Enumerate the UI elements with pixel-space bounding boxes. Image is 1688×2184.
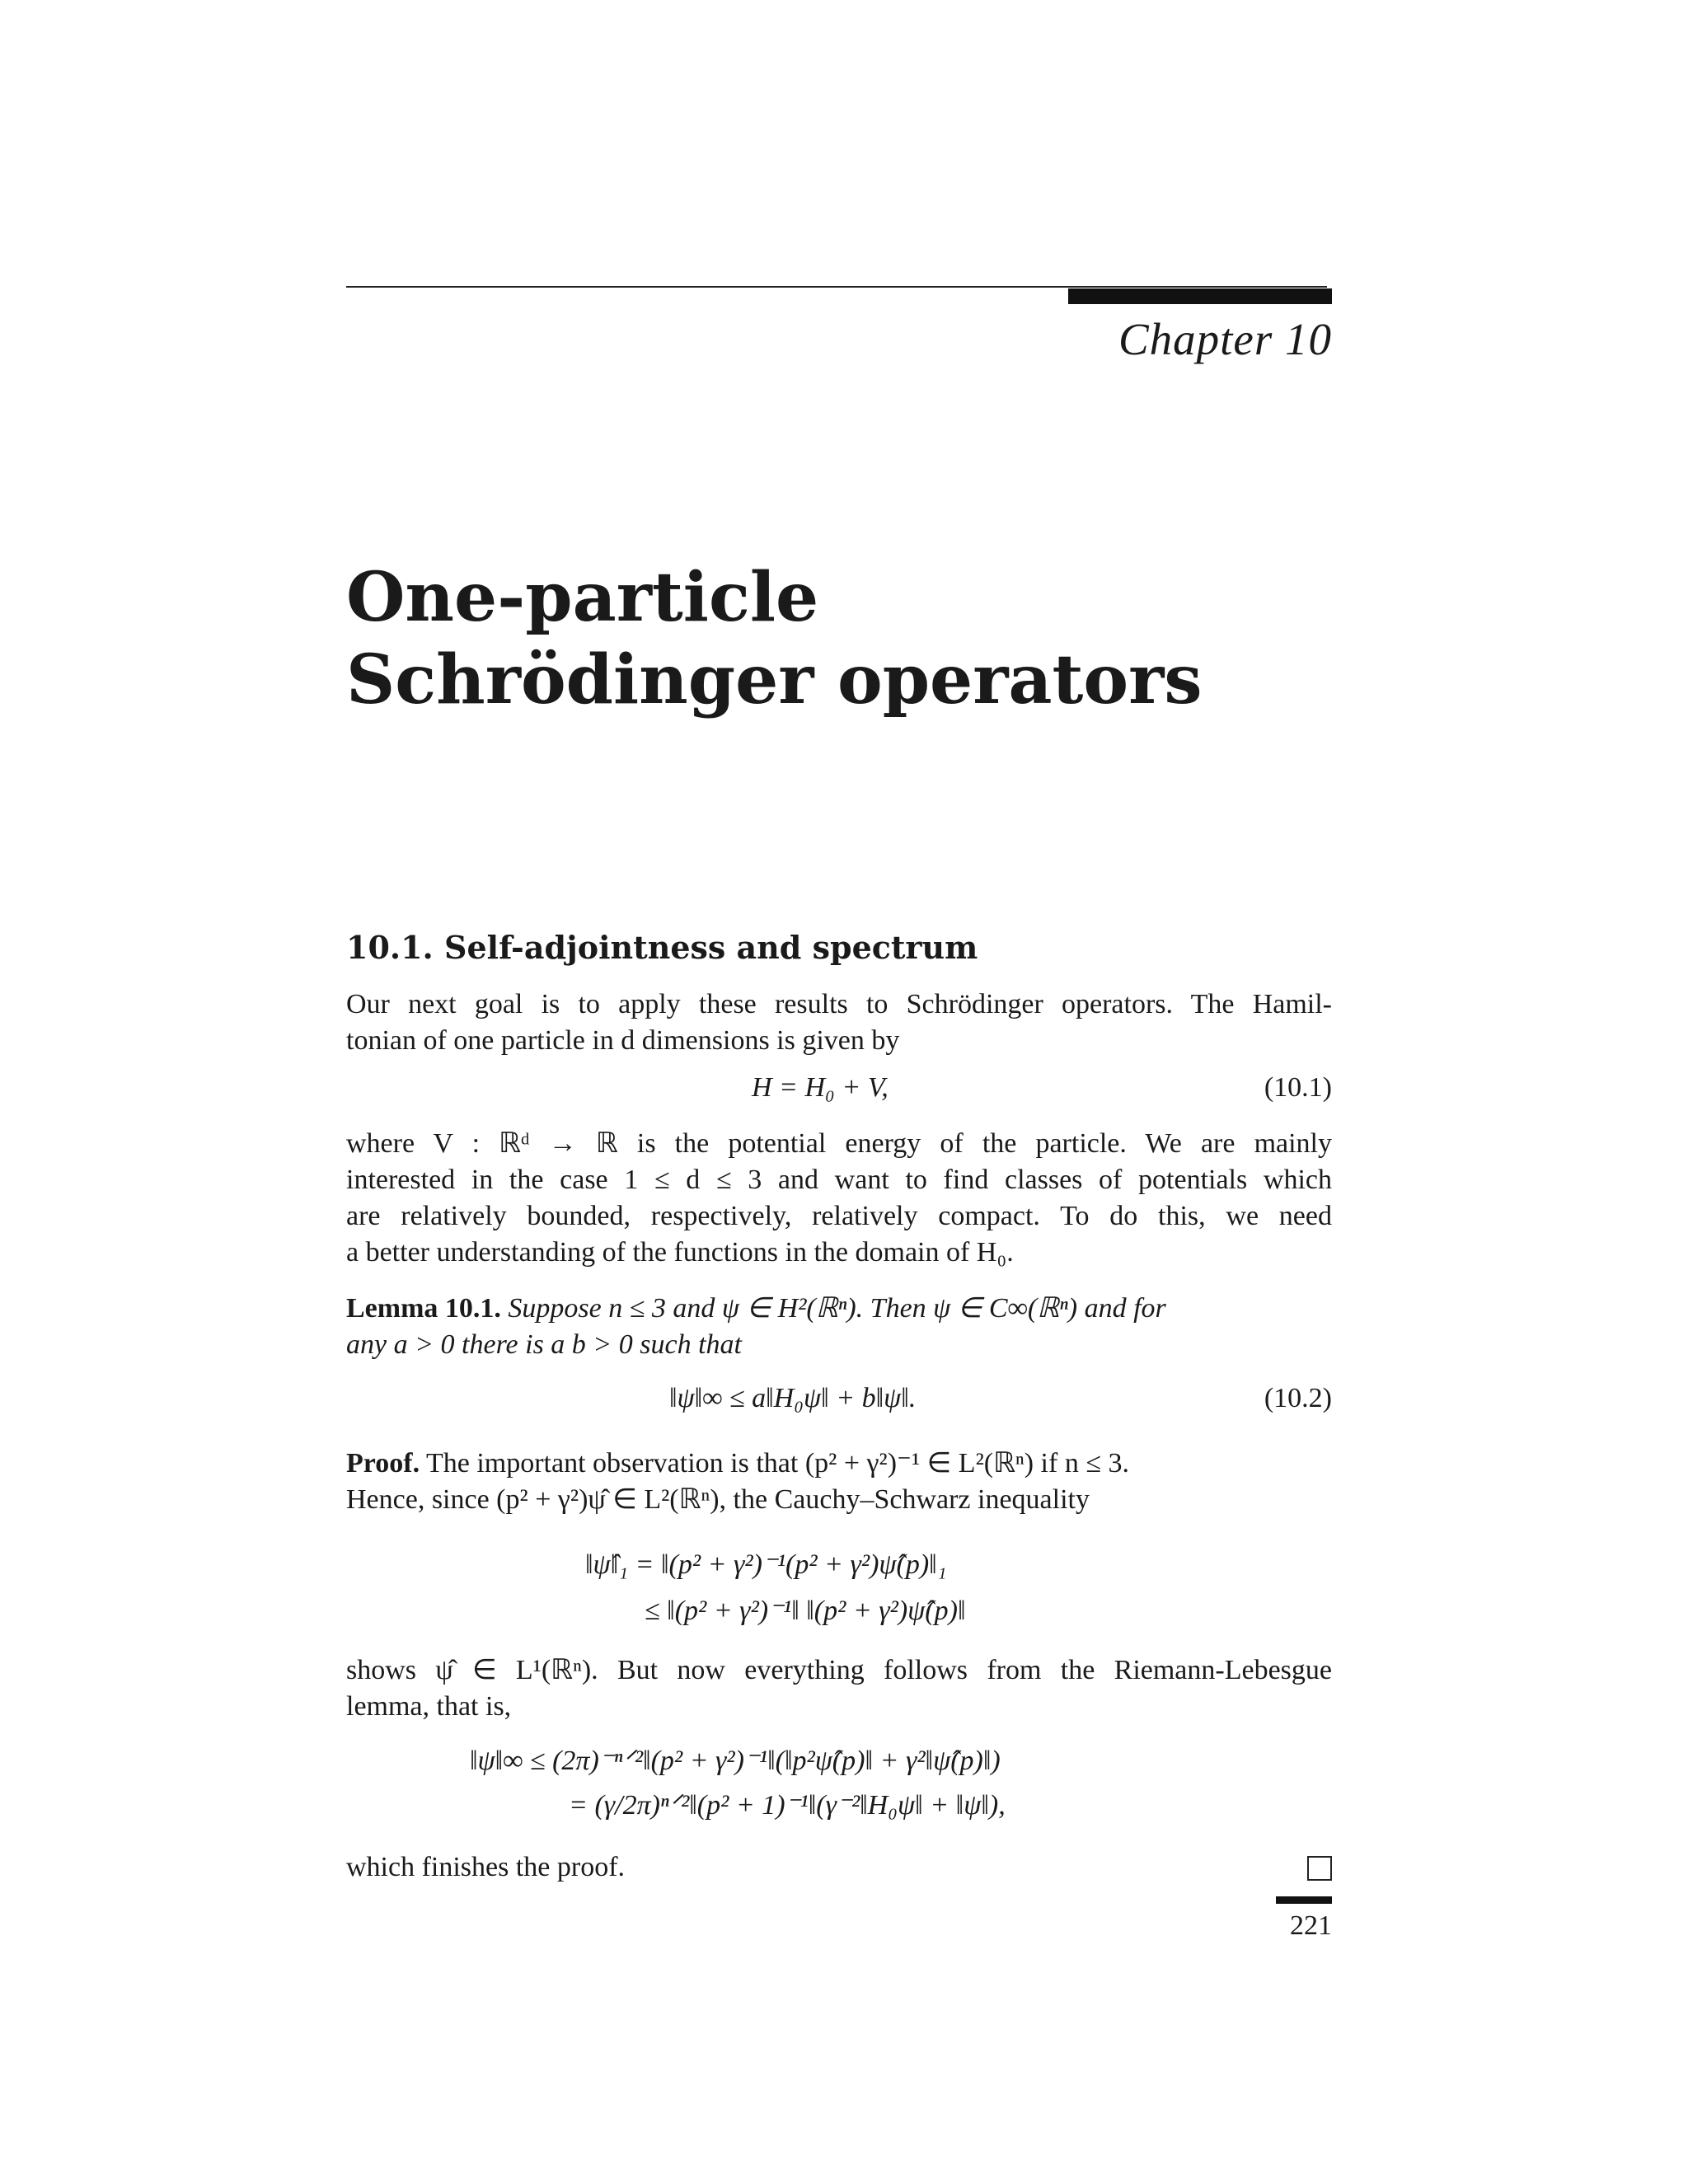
qed-box-icon [1307,1856,1332,1881]
equation-10-1: H = H₀ + V, [752,1072,889,1103]
lemma-text: Suppose n ≤ 3 and ψ ∈ H²(ℝⁿ). Then ψ ∈ C∞(ℝⁿ) and for [508,1293,1166,1324]
equation-line: = (γ/2π)ⁿᐟ²‖(p² + 1)⁻¹‖(γ⁻²‖H₀ψ‖ + ‖ψ‖), [569,1790,1006,1821]
equation-10-2: ‖ψ‖∞ ≤ a‖H₀ψ‖ + b‖ψ‖. [669,1383,917,1413]
paragraph-line: tonian of one particle in d dimensions is given by [346,1025,900,1056]
equation-line: ‖ψ‖∞ ≤ (2π)⁻ⁿᐟ²‖(p² + γ²)⁻¹‖(‖p²ψ̂(p)‖ + γ²‖ψ̂(p)‖) [470,1746,1001,1776]
proof-line [346,1446,1332,1482]
page-title [346,556,1203,721]
header-rule-bar [1068,288,1332,304]
header-rule [346,286,1327,288]
equation-number: (10.1) [1264,1072,1332,1103]
paragraph-line: a better understanding of the functions in the domain of H₀. [346,1237,1014,1268]
title-line-2: Schrödinger operators [346,640,1203,719]
lemma-label: Lemma 10.1. [346,1293,501,1324]
paragraph-line: Our next goal is to apply these results to Schrödinger operators. The Hamil- [346,989,1332,1019]
equation-line: ‖ψ̂‖₁ = ‖(p² + γ²)⁻¹(p² + γ²)ψ̂(p)‖₁ [585,1549,947,1580]
proof-line: Hence, since (p² + γ²)ψ̂ ∈ L²(ℝⁿ), the Cauchy–Schwarz inequality [346,1484,1090,1515]
equation-number: (10.2) [1264,1383,1332,1413]
page-number: 221 [1290,1910,1332,1941]
lemma-line [346,1291,1332,1327]
title-line-1: One-particle [346,558,819,637]
footer-rule [1276,1896,1332,1904]
proof-line: lemma, that is, [346,1691,512,1722]
paragraph-line: where V : ℝᵈ → ℝ is the potential energy of the particle. We are mainly [346,1128,1332,1159]
paragraph-line: are relatively bounded, respectively, relatively compact. To do this, we need [346,1201,1332,1231]
proof-line: which finishes the proof. [346,1852,626,1882]
lemma-line: any a > 0 there is a b > 0 such that [346,1329,742,1360]
proof-text: The important observation is that (p² + γ²)⁻¹ ∈ L²(ℝⁿ) if n ≤ 3. [425,1448,1129,1479]
proof-label: Proof. [346,1448,420,1479]
chapter-label: Chapter 10 [1118,314,1332,364]
section-heading: 10.1. Self-adjointness and spectrum [346,929,978,966]
equation-line: ≤ ‖(p² + γ²)⁻¹‖ ‖(p² + γ²)ψ̂(p)‖ [645,1596,966,1626]
paragraph-line: interested in the case 1 ≤ d ≤ 3 and want to find classes of potentials which [346,1165,1332,1195]
proof-line: shows ψ̂ ∈ L¹(ℝⁿ). But now everything follows from the Riemann-Lebesgue [346,1655,1332,1685]
